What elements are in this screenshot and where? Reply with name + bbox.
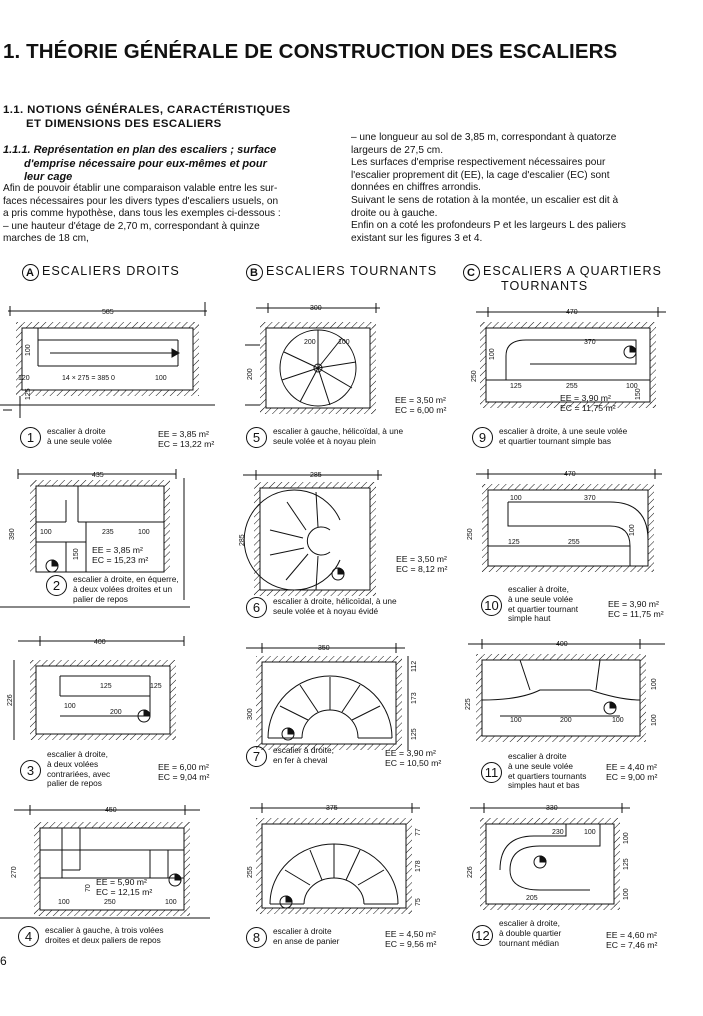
figure-2-caption [46, 575, 179, 604]
dim-label: 370 [584, 495, 596, 502]
category-label: ESCALIERS TOURNANTS [266, 264, 438, 278]
dim-label: 230 [552, 829, 564, 836]
figure-11-areas: EE = 4,40 m² EC = 9,00 m² [606, 762, 658, 782]
dim-label: 100 [338, 339, 350, 346]
figure-12-plan [470, 803, 630, 910]
figure-number: 11 [481, 762, 502, 783]
category-letter: C [463, 264, 480, 281]
figure-description: escalier à droite, en fer à cheval [273, 745, 334, 765]
figure-5-areas: EE = 3,50 m² EC = 6,00 m² [395, 395, 447, 415]
figure-description: escalier à droite, à double quartier tournant médian [499, 918, 562, 948]
figure-10-caption [481, 585, 578, 624]
dim-label: 70 [85, 884, 92, 892]
dim-label: 470 [564, 471, 576, 478]
text-line: Enfin on a coté les profondeurs P et les largeurs L des paliers [351, 220, 626, 232]
text-line: – une longueur au sol de 3,85 m, correspondant à quatorze [351, 132, 617, 143]
figure-10-plan [476, 469, 662, 572]
dim-label: 150 [73, 548, 80, 560]
text-line: droite ou à gauche. [351, 207, 438, 219]
dim-label: 375 [326, 805, 338, 812]
dim-label: 255 [566, 383, 578, 390]
figure-description: escalier à gauche, hélicoïdal, à une seule volée et à noyau plein [273, 426, 404, 446]
dim-label: 100 [510, 717, 522, 724]
figure-7-areas: EE = 3,90 m² EC = 10,50 m² [385, 748, 442, 768]
text-line: Suivant le sens de rotation à la montée, un escalier est dit à [351, 194, 619, 206]
dim-label: 100 [64, 703, 76, 710]
category-label: ESCALIERS A QUARTIERS [483, 264, 662, 278]
text-line: faces nécessaires pour les divers types d'escaliers usuels, on [3, 195, 279, 207]
text-line: Les surfaces d'emprise respectivement nécessaires pour [351, 157, 606, 169]
text-line: largeurs de 27,5 cm. [351, 144, 444, 156]
dim-label: 285 [310, 472, 322, 479]
page-number: 6 [0, 954, 7, 968]
page-title: 1. THÉORIE GÉNÉRALE DE CONSTRUCTION DES ESCALIERS [3, 40, 618, 63]
figure-7-plan [246, 643, 408, 750]
dim-label: 100 [623, 832, 630, 844]
dim-label: 200 [247, 368, 254, 380]
dim-label: 255 [568, 539, 580, 546]
dim-label: 300 [310, 305, 322, 312]
text-line: données en chiffres arrondis. [351, 182, 481, 194]
figure-description: escalier à gauche, à trois volées droites et deux paliers de repos [45, 925, 164, 945]
figure-description: escalier à droite, à deux volées contrariées, avec palier de repos [47, 749, 111, 789]
dim-label: 100 [165, 899, 177, 906]
figure-2-areas: EE = 3,85 m² EC = 15,23 m² [92, 545, 149, 565]
figure-12-caption [472, 919, 561, 948]
dim-label: 100 [651, 678, 658, 690]
category-letter: A [22, 264, 39, 281]
figure-5-caption [246, 427, 403, 448]
category-letter: B [246, 264, 263, 281]
text-line: l'escalier proprement dit (EE), la cage d'escalier (EC) sont [351, 169, 610, 181]
figure-9-caption [472, 427, 627, 448]
figure-6-areas: EE = 3,50 m² EC = 8,12 m² [396, 554, 448, 574]
figure-8-areas: EE = 4,50 m² EC = 9,56 m² [385, 929, 437, 949]
figure-1-caption [20, 427, 157, 448]
figure-6-plan [243, 470, 382, 596]
subsection-line1: 1.1.1. Représentation en plan des escaliers ; surface [3, 144, 277, 156]
text-line: Afin de pouvoir établir une comparaison valable entre les sur- [3, 183, 278, 194]
figure-4-caption [18, 926, 164, 947]
dim-label: 300 [247, 708, 254, 720]
section-heading-line2: ET DIMENSIONS DES ESCALIERS [26, 118, 222, 130]
dim-label: 255 [247, 866, 254, 878]
figure-number: 1 [20, 427, 41, 448]
figure-description: escalier à droite en anse de panier [273, 926, 340, 946]
figure-10-areas: EE = 3,90 m² EC = 11,75 m² [608, 599, 664, 619]
dim-label: 100 [612, 717, 624, 724]
subsection-line3: leur cage [24, 171, 73, 183]
dim-label: 100 [58, 899, 70, 906]
dim-label: 125 [510, 383, 522, 390]
text-line: a pris comme hypothèse, dans tous les exemples ci-dessous : [3, 208, 281, 220]
dim-label: 100 [155, 375, 167, 382]
figure-number: 4 [18, 926, 39, 947]
dim-label: 178 [415, 860, 422, 872]
figure-number: 8 [246, 927, 267, 948]
dim-label: 100 [584, 829, 596, 836]
dim-label: 173 [411, 692, 418, 704]
figure-3-caption [20, 750, 110, 789]
dim-label: 270 [11, 866, 18, 878]
subsection-line2: d'emprise nécessaire pour eux-mêmes et pour [24, 157, 267, 170]
dim-label: 100 [651, 714, 658, 726]
text-line: – une hauteur d'étage de 2,70 m, correspondant à quinze [3, 220, 260, 232]
dim-label: 100 [626, 383, 638, 390]
dim-label: 100 [25, 344, 32, 356]
figure-description: escalier à droite, à une seule volée et quartier tournant simple bas [499, 426, 628, 446]
dim-label: 585 [102, 309, 114, 316]
section-heading-line1: 1.1. NOTIONS GÉNÉRALES, CARACTÉRISTIQUES [3, 104, 291, 116]
figure-4-areas: EE = 5,90 m² EC = 12,15 m² [96, 877, 153, 897]
figure-description: escalier à droite à une seule volée et quartiers tournants simples haut et bas [508, 751, 587, 791]
figure-number: 6 [246, 597, 267, 618]
dim-label: 125 [25, 388, 32, 400]
dim-label: 120 [18, 375, 30, 382]
dim-label: 200 [110, 709, 122, 716]
dim-label: 112 [411, 660, 418, 672]
figure-number: 2 [46, 575, 67, 596]
dim-label: 250 [471, 370, 478, 382]
dim-label: 205 [526, 895, 538, 902]
figure-description: escalier à droite, en équerre, à deux volées droites et un palier de repos [73, 574, 179, 604]
figure-6-caption [246, 597, 397, 618]
dim-label: 125 [623, 858, 630, 870]
figure-number: 3 [20, 760, 41, 781]
figure-description: escalier à droite à une seule volée [47, 426, 113, 446]
dim-label: 450 [105, 807, 117, 814]
text-line: marches de 18 cm, [3, 233, 89, 245]
dim-label: 250 [467, 528, 474, 540]
figure-8-caption [246, 927, 339, 948]
dim-label: 14 × 275 = 385 0 [62, 375, 115, 382]
dim-label: 100 [629, 524, 636, 536]
figure-number: 9 [472, 427, 493, 448]
dim-label: 400 [94, 639, 106, 646]
dim-label: 125 [411, 728, 418, 740]
figure-1-areas: EE = 3,85 m² EC = 13,22 m² [158, 429, 215, 449]
figure-3-areas: EE = 6,00 m² EC = 9,04 m² [158, 762, 210, 782]
dim-label: 100 [40, 529, 52, 536]
dim-label: 435 [92, 472, 104, 479]
dim-label: 200 [560, 717, 572, 724]
dim-label: 350 [318, 645, 330, 652]
dim-label: 226 [7, 694, 14, 706]
dim-label: 250 [104, 899, 116, 906]
dim-label: 100 [138, 529, 150, 536]
figure-11-plan [468, 639, 665, 742]
dim-label: 100 [489, 348, 496, 360]
text-line: existant sur les figures 3 et 4. [351, 232, 483, 244]
figure-number: 10 [481, 595, 502, 616]
dim-label: 390 [9, 528, 16, 540]
category-label: ESCALIERS DROITS [42, 264, 180, 278]
dim-label: 225 [465, 698, 472, 710]
figure-1-plan [0, 302, 215, 418]
figure-number: 12 [472, 925, 493, 946]
dim-label: 125 [150, 683, 162, 690]
dim-label: 370 [584, 339, 596, 346]
dim-label: 150 [635, 388, 642, 400]
figure-8-plan [250, 803, 420, 914]
figure-description: escalier à droite, hélicoïdal, à une seule volée et à noyau évidé [273, 596, 397, 616]
dim-label: 75 [415, 898, 422, 906]
figure-11-caption [481, 752, 586, 791]
dim-label: 470 [566, 309, 578, 316]
figure-5-plan [245, 303, 380, 414]
dim-label: 100 [510, 495, 522, 502]
dim-label: 77 [415, 828, 422, 836]
figure-number: 5 [246, 427, 267, 448]
figure-7-caption [246, 746, 334, 767]
dim-label: 200 [304, 339, 316, 346]
figure-description: escalier à droite, à une seule volée et quartier tournant simple haut [508, 584, 579, 624]
figure-12-areas: EE = 4,60 m² EC = 7,46 m² [606, 930, 658, 950]
figure-number: 7 [246, 746, 267, 767]
dim-label: 285 [239, 534, 246, 546]
category-label-line2: TOURNANTS [501, 279, 589, 293]
dim-label: 100 [623, 888, 630, 900]
dim-label: 125 [508, 539, 520, 546]
dim-label: 226 [467, 866, 474, 878]
figure-9-areas-inline: EE = 3,90 m² EC = 11,75 m² [560, 393, 616, 413]
dim-label: 400 [556, 641, 568, 648]
dim-label: 125 [100, 683, 112, 690]
dim-label: 235 [102, 529, 114, 536]
dim-label: 330 [546, 805, 558, 812]
